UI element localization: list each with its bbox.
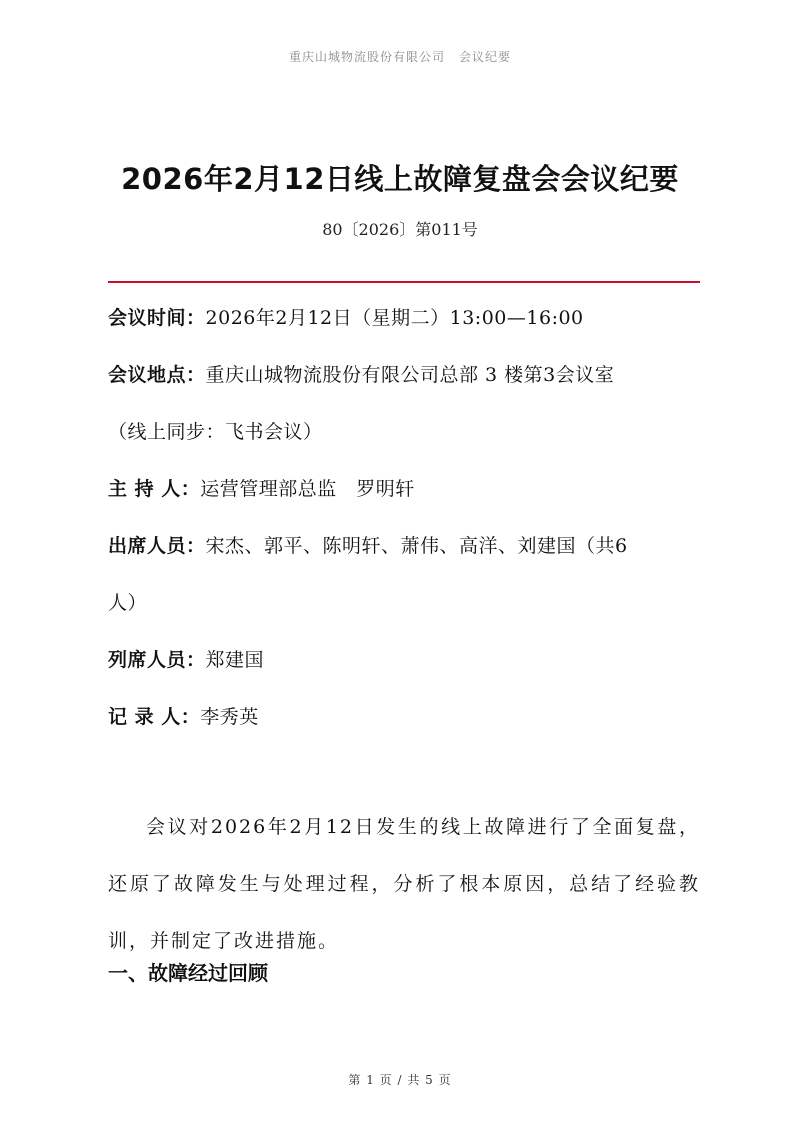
observers-value: 郑建国 xyxy=(205,649,265,671)
section-heading: 一、故障经过回顾 xyxy=(108,961,268,985)
meeting-location-label: 会议地点： xyxy=(108,364,206,386)
meeting-location-row-cont xyxy=(108,404,700,461)
summary-text: 会议对2026年2月12日发生的线上故障进行了全面复盘，还原了故障发生与处理过程，分析了根本原因，总结了经验教训，并制定了改进措施。 xyxy=(108,816,700,952)
document-number: 80〔2026〕第011号 xyxy=(322,220,478,239)
recorder-row xyxy=(108,689,700,746)
running-header xyxy=(0,48,800,65)
observers-label: 列席人员： xyxy=(108,649,206,671)
spacer xyxy=(108,746,700,799)
meeting-time-row xyxy=(108,290,700,347)
host-value: 运营管理部总监 罗明轩 xyxy=(200,478,415,500)
header-company: 重庆山城物流股份有限公司 xyxy=(288,50,445,64)
host-row xyxy=(108,461,700,518)
observers-row xyxy=(108,632,700,689)
header-doc-type: 会议纪要 xyxy=(459,50,512,64)
red-divider xyxy=(108,281,700,283)
meeting-time-value: 2026年2月12日（星期二）13:00—16:00 xyxy=(205,307,584,329)
meeting-location-value: 重庆山城物流股份有限公司总部 3 楼第3会议室 xyxy=(205,364,615,386)
attendees-row xyxy=(108,518,700,575)
meeting-location-row xyxy=(108,347,700,404)
page-footer: 第 1 页 / 共 5 页 xyxy=(348,1073,452,1087)
attendees-label: 出席人员： xyxy=(108,535,206,557)
meeting-info xyxy=(108,290,700,970)
attendees-value-cont: 人） xyxy=(108,592,148,614)
recorder-value: 李秀英 xyxy=(200,706,259,728)
attendees-value: 宋杰、郭平、陈明轩、萧伟、高洋、刘建国（共6 xyxy=(205,535,628,557)
document-title: 2026年2月12日线上故障复盘会会议纪要 xyxy=(121,162,679,196)
host-label: 主 持 人： xyxy=(108,478,201,500)
recorder-label: 记 录 人： xyxy=(108,706,201,728)
meeting-location-value-cont: （线上同步：飞书会议） xyxy=(108,421,323,443)
meeting-time-label: 会议时间： xyxy=(108,307,206,329)
attendees-row-cont xyxy=(108,575,700,632)
